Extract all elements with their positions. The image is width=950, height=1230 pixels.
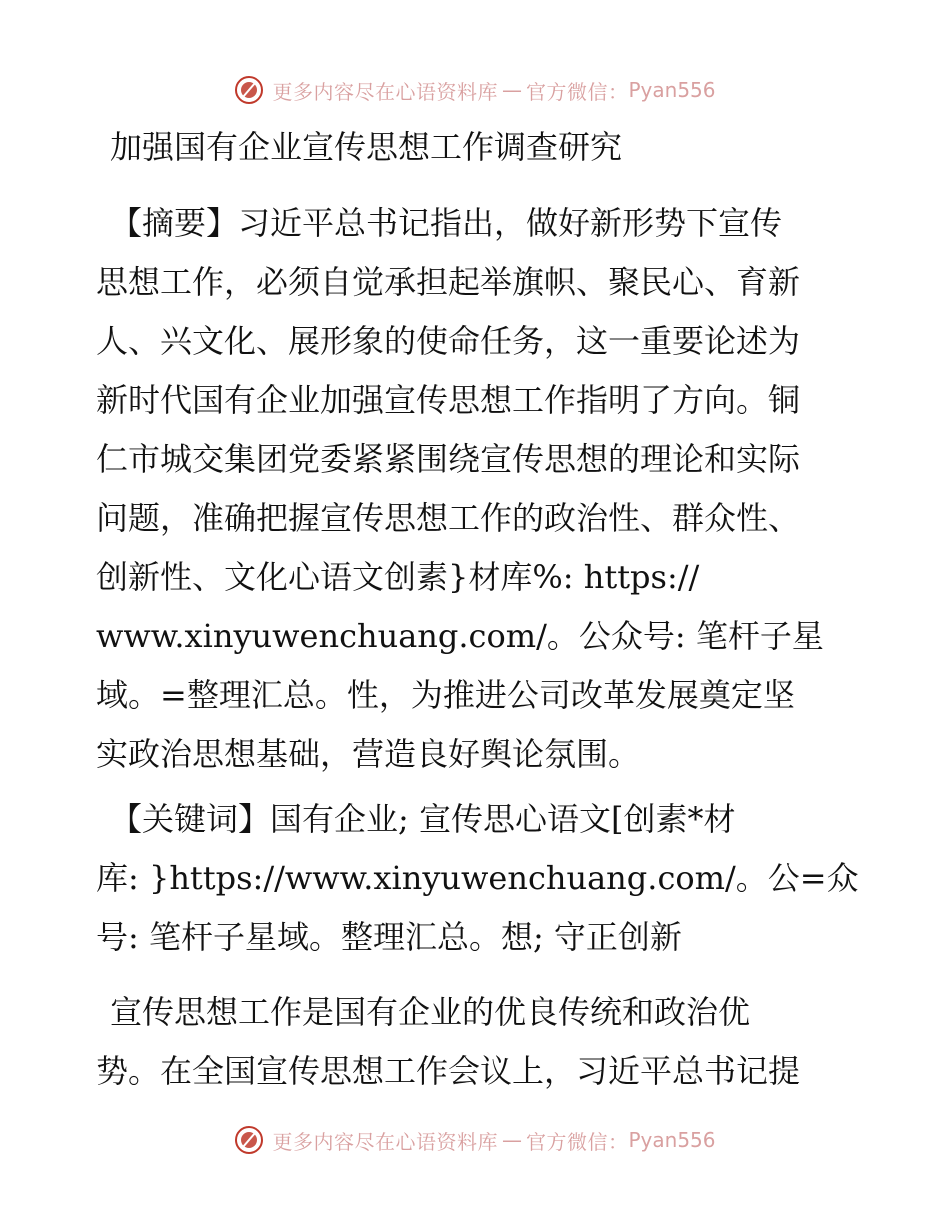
abstract-line: 【摘要】习近平总书记指出，做好新形势下宣传: [110, 204, 783, 242]
body-paragraph: [96, 983, 856, 1101]
abstract-line: 域。=整理汇总。性，为推进公司改革发展奠定坚: [96, 676, 795, 714]
watermark-text: 更多内容尽在心语资料库: [272, 79, 498, 104]
keywords-line: 库: }https://www.xinyuwenchuang.com/。公=众: [96, 859, 859, 897]
body-line: 宣传思想工作是国有企业的优良传统和政治优: [110, 993, 751, 1031]
keywords-paragraph: [96, 790, 859, 967]
footer-watermark: [0, 1120, 950, 1160]
red-seal-pen-logo-icon: [234, 1125, 264, 1155]
watermark-account: Pyan556: [628, 1128, 716, 1152]
abstract-line: www.xinyuwenchuang.com/。公众号: 笔杆子星: [96, 617, 824, 655]
abstract-line: 新时代国有企业加强宣传思想工作指明了方向。铜: [96, 381, 801, 419]
watermark-text: 更多内容尽在心语资料库: [272, 1129, 498, 1154]
abstract-line: 人、兴文化、展形象的使命任务，这一重要论述为: [96, 322, 801, 360]
abstract-line: 问题，准确把握宣传思想工作的政治性、群众性、: [96, 499, 801, 537]
body-line: 势。在全国宣传思想工作会议上，习近平总书记提: [96, 1052, 801, 1090]
abstract-line: 创新性、文化心语文创素}材库%: https://: [96, 558, 700, 596]
watermark-separator: —: [501, 78, 522, 102]
watermark-separator: —: [501, 1128, 522, 1152]
abstract-line: 思想工作，必须自觉承担起举旗帜、聚民心、育新: [96, 263, 801, 301]
red-seal-pen-logo-icon: [234, 75, 264, 105]
abstract-line: 实政治思想基础，营造良好舆论氛围。: [96, 735, 641, 773]
keywords-line: 号: 笔杆子星域。整理汇总。想; 守正创新: [96, 918, 682, 956]
watermark-account: Pyan556: [628, 78, 716, 102]
watermark-official-label: 官方微信：: [525, 1129, 629, 1154]
watermark-official-label: 官方微信：: [525, 79, 629, 104]
keywords-line: 【关键词】国有企业; 宣传思心语文[创素*材: [110, 800, 736, 838]
header-watermark: [0, 70, 950, 110]
abstract-line: 仁市城交集团党委紧紧围绕宣传思想的理论和实际: [96, 440, 801, 478]
document-title: 加强国有企业宣传思想工作调查研究: [110, 128, 623, 166]
abstract-paragraph: [96, 194, 856, 784]
